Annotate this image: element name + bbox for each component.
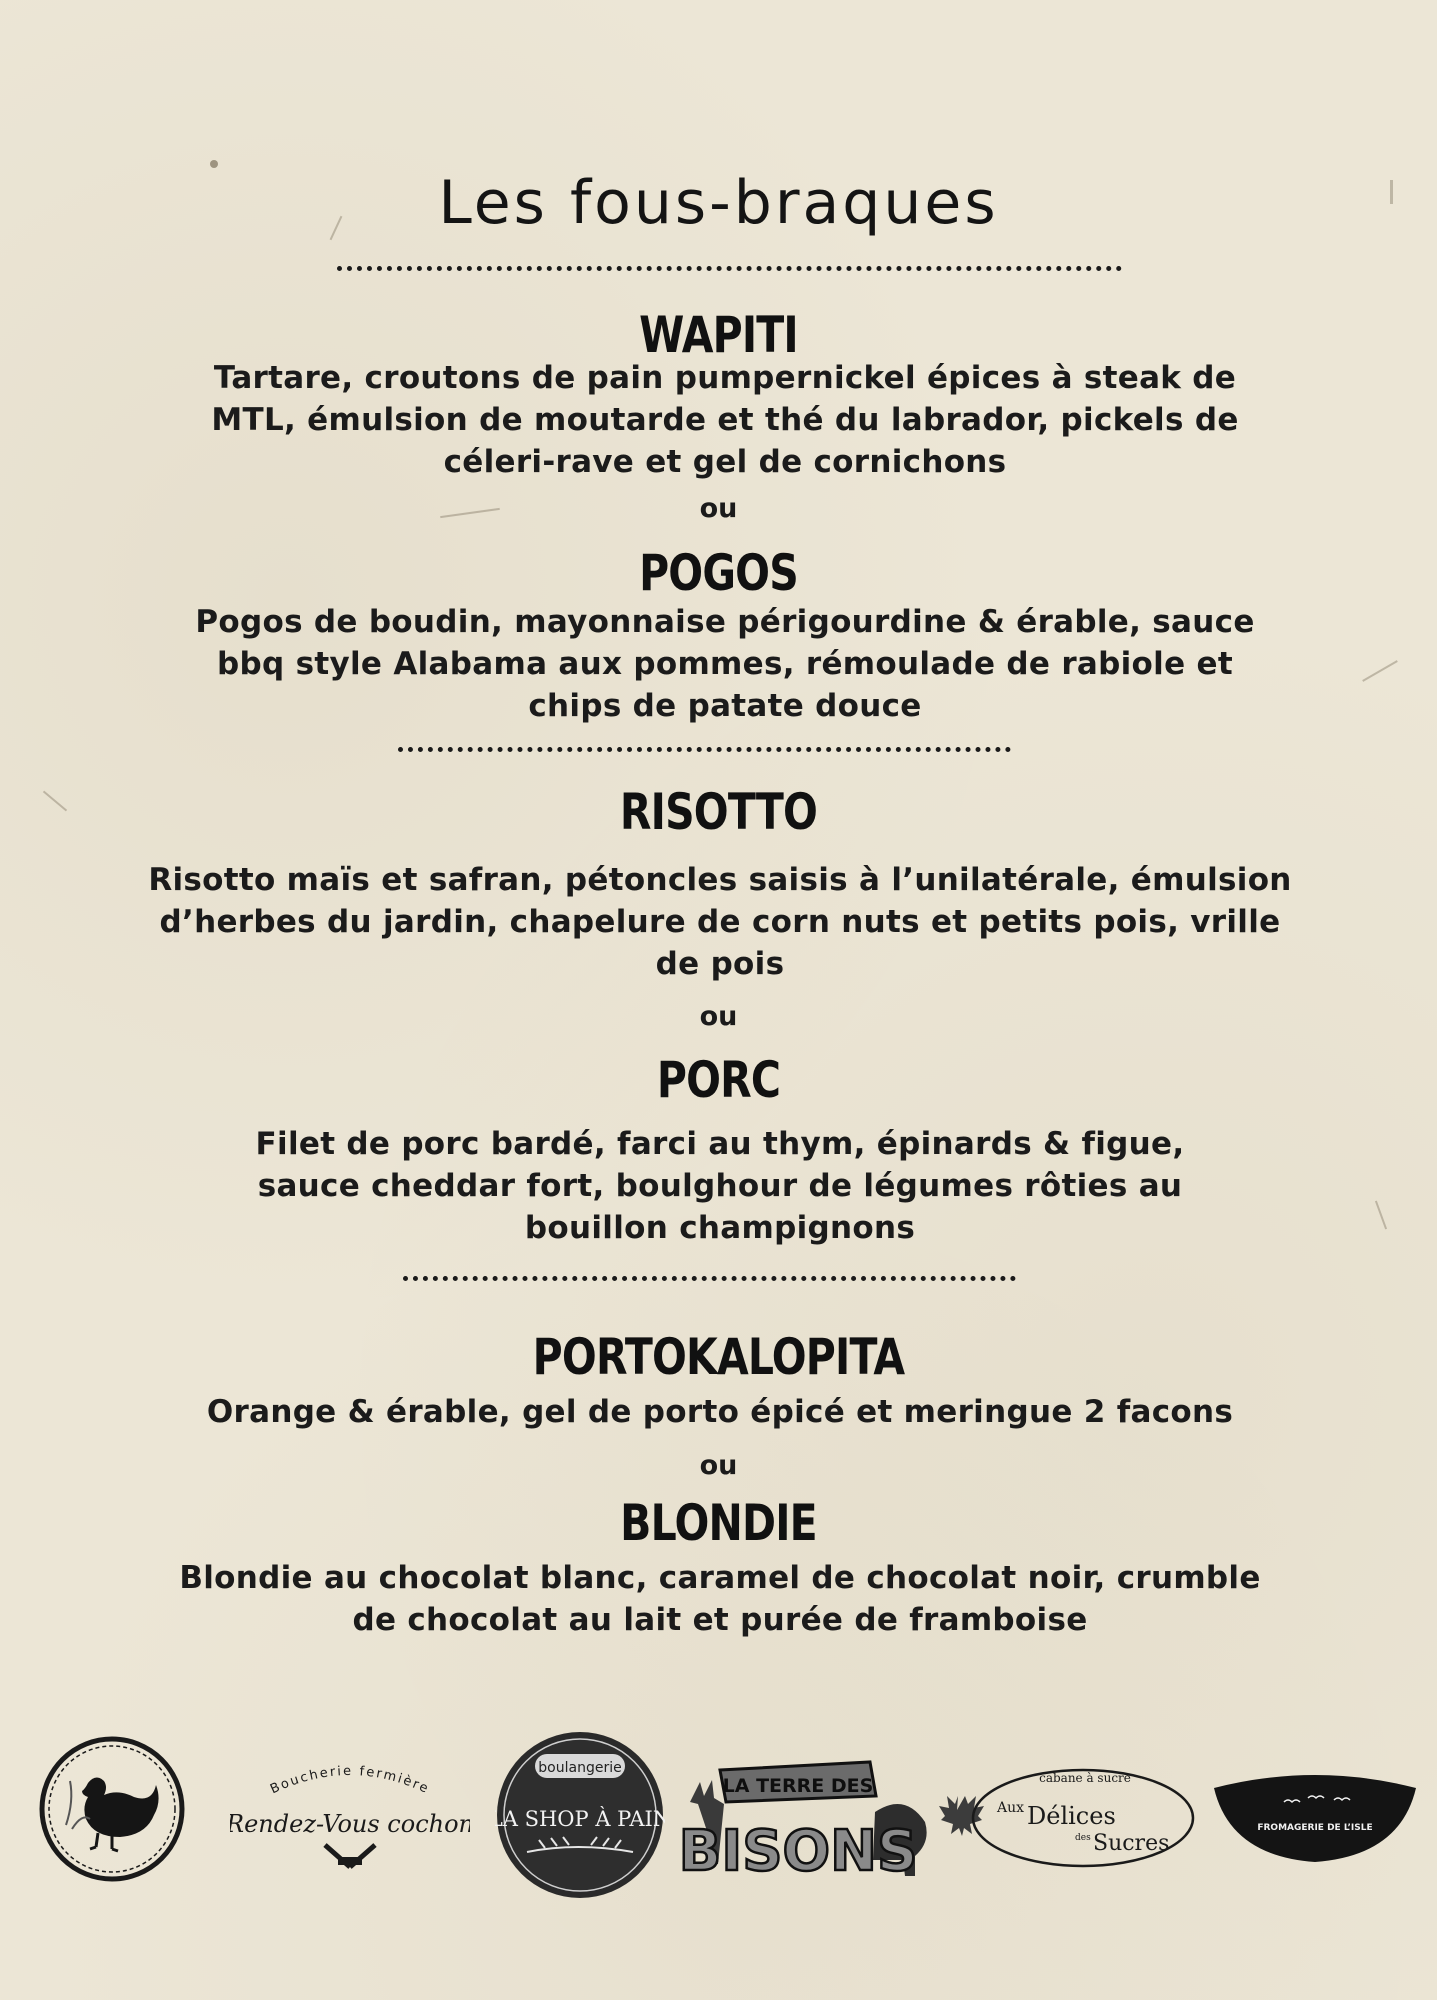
menu-title: Les fous-braques [438, 168, 999, 238]
fromagerie-de-l-isle-logo [1210, 1770, 1420, 1870]
delices-label: Délices [1027, 1802, 1116, 1830]
bisons-line2: BISONS [680, 1819, 918, 1882]
paper-fiber [43, 791, 67, 812]
dish-name-portokalopita: PORTOKALOPITA [532, 1328, 905, 1386]
boucherie-label: Boucherie fermière [268, 1763, 432, 1798]
dotted-divider [403, 1276, 1016, 1281]
dish-name-pogos: POGOS [639, 544, 798, 602]
cabane-label: cabane à sucre [1039, 1771, 1131, 1785]
la-shop-a-pain-logo [495, 1730, 665, 1900]
rendez-vous-cochon-logo [230, 1745, 470, 1875]
aux-label: Aux [997, 1800, 1025, 1816]
hen-farm-logo [36, 1733, 188, 1885]
dish-name-porc: PORC [656, 1051, 781, 1109]
dish-description-pogos: Pogos de boudin, mayonnaise périgourdine & érable, sauce bbq style Alabama aux pommes, rémoulade de rabiole et chips de patate douce [195, 604, 1255, 724]
dotted-divider [337, 266, 1122, 271]
boulangerie-label: boulangerie [538, 1760, 622, 1776]
or-separator: ou [699, 493, 738, 524]
or-separator: ou [699, 1450, 738, 1481]
dish-name-wapiti: WAPITI [639, 306, 798, 364]
des-label: des [1075, 1833, 1091, 1843]
aux-delices-des-sucres-logo [935, 1762, 1195, 1872]
dish-description-risotto: Risotto maïs et safran, pétoncles saisis à l’unilatérale, émulsion d’herbes du jardin, chapelure de corn nuts et petits pois, vrille de pois [148, 862, 1292, 982]
rendez-vous-cochon-name: Rendez-Vous cochon [230, 1810, 470, 1838]
paper-speck [210, 160, 218, 168]
dish-description-blondie: Blondie au chocolat blanc, caramel de chocolat noir, crumble de chocolat au lait et purée de framboise [179, 1560, 1261, 1638]
dish-name-risotto: RISOTTO [619, 783, 818, 841]
or-separator: ou [699, 1001, 738, 1032]
paper-fiber [1375, 1201, 1387, 1230]
sucres-label: Sucres [1093, 1831, 1170, 1856]
cleaver-knives-icon [325, 1845, 375, 1867]
dish-description-porc: Filet de porc bardé, farci au thym, épinards & figue, sauce cheddar fort, boulghour de légumes rôties au bouillon champignons [255, 1126, 1185, 1246]
la-shop-a-pain-name: LA SHOP À PAIN [495, 1807, 665, 1831]
hen-icon [36, 1733, 188, 1885]
dish-name-blondie: BLONDIE [620, 1494, 817, 1552]
fromagerie-name: FROMAGERIE DE L’ISLE [1257, 1823, 1373, 1833]
svg-text:Boucherie fermière [268, 1764, 432, 1797]
dish-description-portokalopita: Orange & érable, gel de porto épicé et meringue 2 facons [206, 1394, 1234, 1430]
bisons-line1: LA TERRE DES [722, 1775, 874, 1797]
paper-fiber [1362, 660, 1398, 682]
dotted-divider [398, 747, 1011, 752]
dish-description-wapiti: Tartare, croutons de pain pumpernickel épices à steak de MTL, émulsion de moutarde et thé du labrador, pickels de céleri-rave et gel de cornichons [211, 360, 1239, 480]
la-terre-des-bisons-logo [680, 1752, 935, 1882]
